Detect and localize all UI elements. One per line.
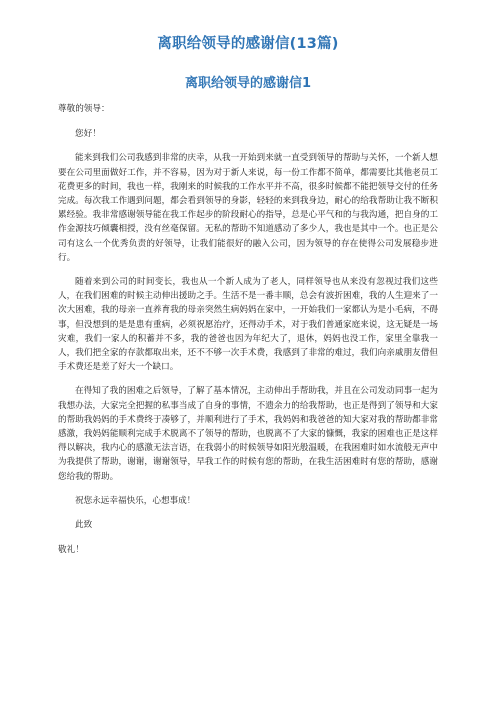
closing-line-2: 敬礼！ — [58, 545, 84, 556]
closing-wish: 祝您永远幸福快乐，心想事成！ — [75, 495, 196, 506]
body-paragraph-2: 随着来到公司的时间变长，我也从一个新人成为了老人，同样领导也从来没有忽视过我们这些人，在我们困难的时候主动伸出援助之手。生活不是一番丰顺，总会有波折困难，我的人生迎来了一次大困难，我的母亲一直养育我的母亲突然生病妈妈在家中，一开始我们一家都认为是小毛病，不碍事，但没想到的是是患有重病，必须祝愿治疗，还得动手术，对于我们普通家庭来说，这无疑是一场灾难，我们一家人的积蓄并不多，我的爸爸也因为年纪大了，退休，妈妈也没工作，家里全靠我一人，我们把全家的存款都取出来，还不不够一次手术费，我感到了非常的难过，我们向亲戚朋友借但手术费还是差了好大一个缺口。 — [58, 277, 438, 373]
closing-line-1: 此致 — [75, 520, 93, 531]
letter-heading: 离职给领导的感谢信1 — [184, 76, 312, 91]
body-paragraph-1: 能来到我们公司我感到非常的庆幸，从我一开始到来就一直受到领导的帮助与关怀，一个新人想要在公司里面做好工作，并不容易，因为对于新人来说，每一份工作都不简单，都需要比其他老员工花费更多的时间，我也一样，我刚来的时候我的工作水平并不高，很多时候都不能把领导交付的任务完成。每次我工作遇到问题，都会看到领导的身影，轻轻的来到我身边，耐心的给我帮助让我不断积累经验。我非常感谢领导能在我工作起步的阶段耐心的指导，总是心平气和的与我沟通，把自身的工作金源技巧倾囊相授，没有丝毫保留。无私的帮助不知道感动了多少人，我也是其中一个。也正是公司有这么一个优秀负责的好领导，让我们能很好的融入公司，因为领导的存在使得公司发展稳步进行。 — [58, 153, 438, 263]
letter-page — [58, 34, 438, 557]
document-title: 离职给领导的感谢信(13篇) — [157, 36, 339, 52]
greeting: 您好！ — [75, 129, 101, 140]
body-paragraph-3: 在得知了我的困难之后领导，了解了基本情况，主动伸出手帮助我，并且在公司发动同事一起为我想办法，大家完全把握的私事当成了自身的事情，不遗余力的给我帮助，也正是得到了领导和大家的帮助我妈妈的手术费终于凑够了，并顺利进行了手术，我妈妈和我爸爸的知大家对我的帮助都非常感激，我妈妈能顺利完成手术脱离不了领导的帮助，也脱离不了大家的慷慨，我家的困难也正是这样得以解决，我内心的感激无法言语，在我弱小的时候领导如阳光般温暖，在我困难时如水流般无声中为我提供了帮助，谢谢，谢谢领导，早我工作的时候有您的帮助，在我生活困难时有您的帮助，感谢您给我的帮助。 — [58, 386, 438, 482]
salutation: 尊敬的领导： — [58, 104, 110, 114]
